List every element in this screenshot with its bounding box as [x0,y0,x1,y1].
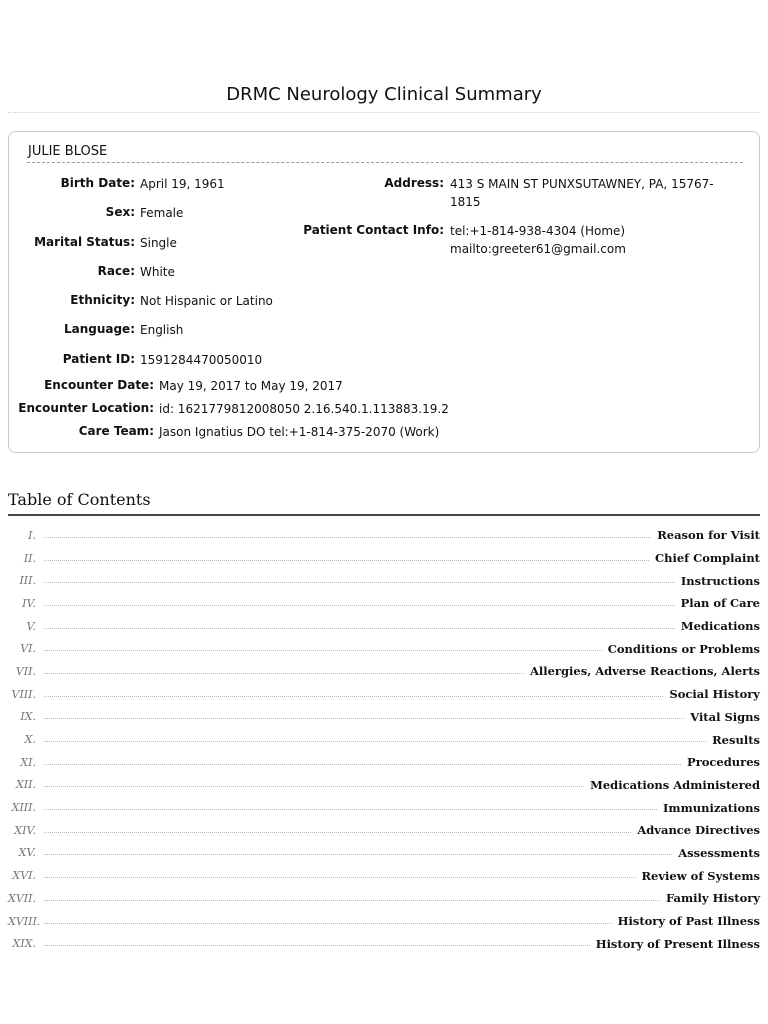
toc-leader [44,900,660,901]
toc-leader [44,877,636,878]
toc-leader [44,628,675,629]
toc-leader [44,741,706,742]
race-label: Race: [97,264,135,278]
toc-item-allergies[interactable] [8,660,760,683]
table-of-contents [8,524,760,955]
toc-leader [44,923,612,924]
toc-number: V. [26,619,36,633]
toc-number: VIII. [11,687,36,701]
toc-item-assessments[interactable] [8,842,760,865]
toc-number: XVII. [8,891,36,905]
toc-link[interactable]: Social History [669,687,760,702]
patient-name: JULIE BLOSE [28,144,108,159]
toc-link[interactable]: Conditions or Problems [607,641,760,656]
toc-leader [44,786,584,787]
toc-number: XII. [15,778,36,792]
address-value-line1: 413 S MAIN ST PUNXSUTAWNEY, PA, 15767- [450,177,714,191]
toc-leader [44,832,631,833]
toc-leader [44,560,649,561]
toc-divider [8,514,760,516]
encounter-date-value: May 19, 2017 to May 19, 2017 [159,379,343,393]
care-team-label: Care Team: [78,424,154,438]
birth-date-label: Birth Date: [60,176,135,190]
toc-item-social-history[interactable] [8,683,760,706]
toc-number: VI. [20,642,36,656]
toc-link[interactable]: Family History [665,891,760,906]
toc-item-advance-directives[interactable] [8,819,760,842]
patient-contact-label: Patient Contact Info: [303,223,444,237]
toc-link[interactable]: History of Past Illness [617,914,760,929]
race-value: White [140,265,175,279]
toc-item-reason-for-visit[interactable] [8,524,760,547]
toc-link[interactable]: Medications Administered [590,777,760,792]
toc-number: XVIII. [8,914,41,928]
toc-link[interactable]: Advance Directives [637,823,760,838]
sex-label: Sex: [105,205,135,219]
address-value-line2: 1815 [450,195,481,209]
toc-link[interactable]: Review of Systems [641,868,760,883]
toc-number: X. [24,733,36,747]
patient-phone-value: tel:+1-814-938-4304 (Home) [450,224,626,238]
patient-info-panel [8,131,760,453]
ethnicity-label: Ethnicity: [70,293,135,307]
toc-item-immunizations[interactable] [8,796,760,819]
ethnicity-value: Not Hispanic or Latino [140,294,273,308]
toc-link[interactable]: Allergies, Adverse Reactions, Alerts [529,664,760,679]
toc-leader [44,582,675,583]
toc-number: XV. [18,846,36,860]
toc-leader [44,673,524,674]
toc-leader [44,537,651,538]
toc-link[interactable]: Instructions [680,573,760,588]
encounter-date-label: Encounter Date: [44,378,154,392]
document-title: DRMC Neurology Clinical Summary [226,84,542,105]
encounter-location-label: Encounter Location: [18,401,154,415]
toc-link[interactable]: Medications [680,619,760,634]
toc-item-chief-complaint[interactable] [8,547,760,570]
patient-email-link[interactable]: mailto:greeter61@gmail.com [450,242,626,256]
title-divider [8,112,760,113]
toc-link[interactable]: Chief Complaint [654,551,760,566]
toc-number: XIII. [11,801,36,815]
toc-number: II. [23,551,36,565]
patient-name-divider [27,162,743,163]
toc-number: XIX. [12,937,36,951]
toc-item-results[interactable] [8,728,760,751]
toc-link[interactable]: Results [712,732,760,747]
address-label: Address: [384,176,444,190]
toc-item-medications[interactable] [8,615,760,638]
toc-number: I. [28,528,36,542]
toc-item-instructions[interactable] [8,569,760,592]
toc-link[interactable]: Procedures [687,755,760,770]
care-team-value: Jason Ignatius DO tel:+1-814-375-2070 (Work) [159,425,440,439]
toc-item-review-of-systems[interactable] [8,864,760,887]
toc-leader [44,945,590,946]
language-value: English [140,323,184,337]
toc-link[interactable]: Immunizations [663,800,760,815]
toc-link[interactable]: Reason for Visit [657,528,760,543]
toc-heading: Table of Contents [8,490,151,509]
toc-link[interactable]: Vital Signs [690,709,760,724]
toc-leader [44,718,684,719]
toc-item-plan-of-care[interactable] [8,592,760,615]
toc-item-procedures[interactable] [8,751,760,774]
toc-leader [44,696,663,697]
toc-item-family-history[interactable] [8,887,760,910]
toc-item-history-of-past-illness[interactable] [8,910,760,933]
sex-value: Female [140,206,184,220]
toc-number: XVI. [12,869,36,883]
marital-status-label: Marital Status: [34,235,135,249]
marital-status-value: Single [140,236,177,250]
toc-number: IX. [20,710,36,724]
toc-leader [44,764,681,765]
toc-item-medications-administered[interactable] [8,774,760,797]
toc-leader [44,650,602,651]
toc-link[interactable]: Assessments [678,845,760,860]
toc-leader [44,854,672,855]
toc-item-history-of-present-illness[interactable] [8,932,760,955]
patient-id-label: Patient ID: [62,352,135,366]
encounter-location-value: id: 1621779812008050 2.16.540.1.113883.19.2 [159,402,449,416]
toc-number: XIV. [14,823,36,837]
language-label: Language: [63,322,135,336]
birth-date-value: April 19, 1961 [140,177,225,191]
toc-number: III. [19,574,36,588]
toc-item-vital-signs[interactable] [8,706,760,729]
toc-link[interactable]: Plan of Care [680,596,760,611]
toc-number: VII. [15,664,36,678]
toc-leader [44,605,675,606]
toc-leader [44,809,657,810]
toc-item-conditions-or-problems[interactable] [8,637,760,660]
toc-number: XI. [20,755,36,769]
toc-link[interactable]: History of Present Illness [595,936,760,951]
toc-number: IV. [22,596,36,610]
patient-id-value: 1591284470050010 [140,353,263,367]
